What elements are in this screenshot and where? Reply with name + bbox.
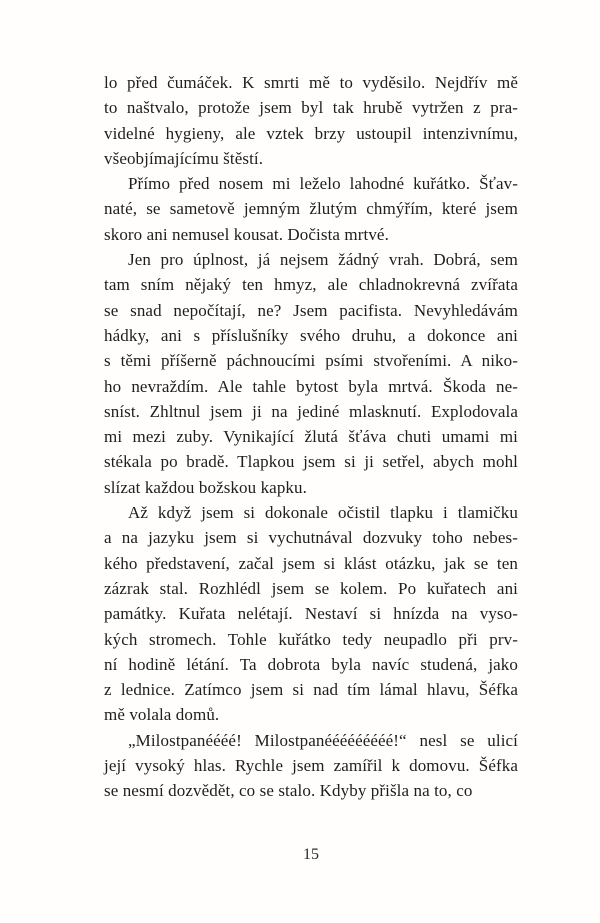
text-line: ní hodině létání. Ta dobrota byla navíc studená, jako [104,654,518,674]
text-line: naté, se sametově jemným žlutým chmýřím, které jsem [104,199,518,219]
text-line: Až když jsem si dokonale očistil tlapku i tlamičku [128,503,518,523]
body-text [104,70,518,804]
text-line: Přímo před nosem mi leželo lahodné kuřátko. Šťav- [128,174,518,194]
text-line: hádky, ani s příslušníky svého druhu, a dokonce ani [104,325,518,345]
text-line: mi mezi zuby. Vynikající žlutá šťáva chuti umami mi [104,427,518,447]
text-line: mě volala domů. [104,705,220,725]
text-line: s těmi příšerně páchnoucími psími stvořeními. A niko- [104,351,518,371]
text-line: ho nevraždím. Ale tahle bytost byla mrtvá. Škoda ne- [104,376,518,396]
text-line: její vysoký hlas. Rychle jsem zamířil k domovu. Šéfka [104,756,518,776]
text-line: stékala po bradě. Tlapkou jsem si ji setřel, abych mohl [104,452,518,472]
text-line: památky. Kuřata nelétají. Nestaví si hnízda na vyso- [104,604,518,624]
text-line: slízat každou božskou kapku. [104,477,307,497]
text-line: kého představení, začal jsem si klást otázku, jak se ten [104,553,518,573]
text-line: „Milostpanéééé! Milostpanééééééééé!“ nesl se ulicí [128,730,518,750]
text-line: zázrak stal. Rozhlédl jsem se kolem. Po kuřatech ani [104,578,518,598]
text-line: a na jazyku jsem si vychutnával dozvuky toho nebes- [104,528,518,548]
text-line: kých stromech. Tohle kuřátko tedy neupadlo při prv- [104,629,518,649]
text-line: sníst. Zhltnul jsem ji na jediné mlasknutí. Explodovala [104,401,518,421]
text-line: to naštvalo, protože jsem byl tak hrubě vytržen z pra- [104,98,518,118]
text-line: skoro ani nemusel kousat. Dočista mrtvé. [104,224,389,244]
text-line: všeobjímajícímu štěstí. [104,148,264,168]
page-number: 15 [303,846,319,863]
text-line: Jen pro úplnost, já nejsem žádný vrah. Dobrá, sem [128,250,518,270]
text-line: lo před čumáček. K smrti mě to vyděsilo. Nejdřív mě [104,73,518,92]
text-line: se snad nepočítají, ne? Jsem pacifista. Nevyhledávám [104,300,518,320]
text-line: videlné hygieny, ale vztek brzy ustoupil intenzivnímu, [104,123,518,143]
text-line: se nesmí dozvědět, co se stalo. Kdyby přišla na to, co [104,781,473,801]
text-line: z lednice. Zatímco jsem si nad tím lámal hlavu, Šéfka [104,680,518,700]
text-line: tam sním nějaký ten hmyz, ale chladnokrevná zvířata [104,275,518,295]
